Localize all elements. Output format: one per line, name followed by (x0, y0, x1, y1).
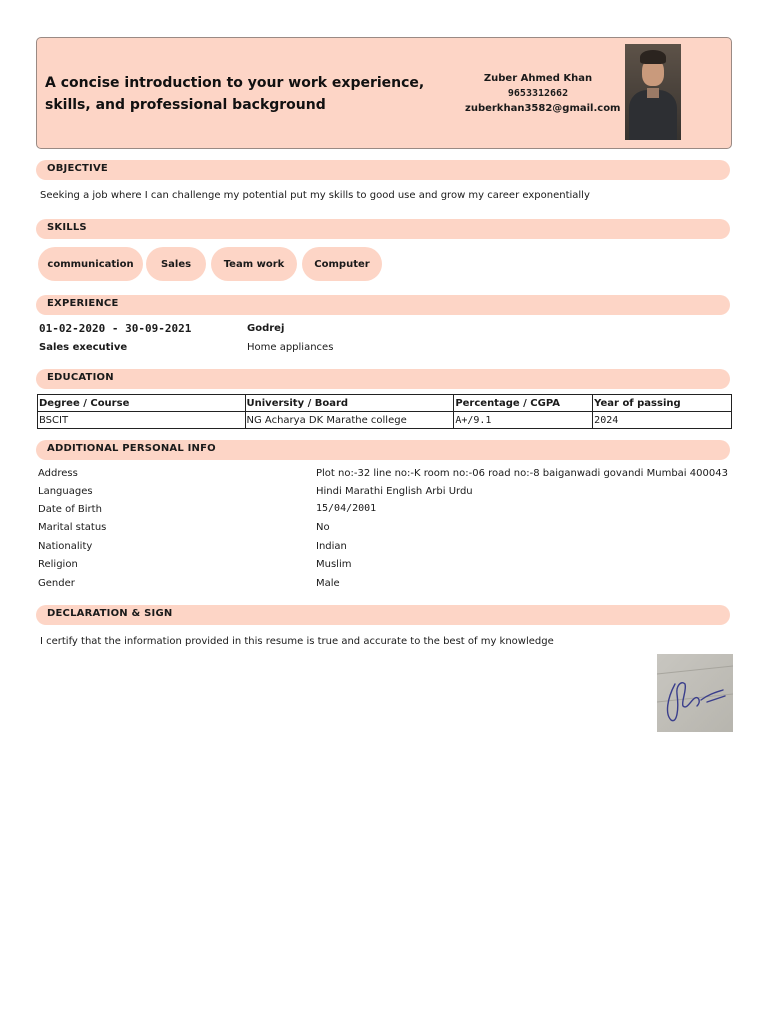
section-education (36, 369, 730, 389)
candidate-name: Zuber Ahmed Khan (483, 73, 593, 84)
skill-pill (211, 247, 297, 281)
profile-photo (625, 44, 681, 140)
skill-pill (146, 247, 206, 281)
section-heading: OBJECTIVE (47, 163, 108, 174)
skill-label: Team work (223, 258, 285, 270)
column-header: Percentage / CGPA (454, 395, 593, 412)
skill-label: communication (47, 258, 134, 270)
declaration-text: I certify that the information provided in this resume is true and accurate to the best of my knowledge (40, 636, 554, 647)
experience-department: Home appliances (247, 342, 334, 353)
experience-company: Godrej (247, 323, 285, 334)
section-personal-info (36, 440, 730, 460)
email-address[interactable]: zuberkhan3582@gmail.com (465, 103, 621, 114)
experience-role: Sales executive (39, 342, 128, 353)
section-declaration (36, 605, 730, 625)
experience-dates: 01-02-2020 - 30-09-2021 (39, 322, 192, 335)
info-value: 15/04/2001 (316, 503, 377, 514)
info-value: Plot no:-32 line no:-K room no:-06 road no:-8 baiganwadi govandi Mumbai 400043 (316, 468, 728, 479)
section-skills (36, 219, 730, 239)
info-label: Date of Birth (38, 504, 102, 515)
skill-pill (38, 247, 143, 281)
info-value: Male (316, 578, 340, 589)
table-header-row (38, 395, 732, 412)
info-value: Muslim (316, 559, 352, 570)
skill-pill (302, 247, 382, 281)
info-label: Gender (38, 578, 75, 589)
section-heading: DECLARATION & SIGN (47, 608, 173, 619)
info-label: Nationality (38, 541, 93, 552)
skill-label: Sales (160, 258, 192, 270)
info-value: Indian (316, 541, 347, 552)
section-heading: EXPERIENCE (47, 298, 119, 309)
table-row (38, 412, 732, 429)
table-cell: NG Acharya DK Marathe college (245, 412, 454, 429)
section-objective (36, 160, 730, 180)
objective-text: Seeking a job where I can challenge my potential put my skills to good use and grow my career exponentially (40, 190, 590, 201)
section-heading: EDUCATION (47, 372, 114, 383)
resume-headline: A concise introduction to your work experience, skills, and professional background (45, 75, 425, 113)
section-heading: SKILLS (47, 222, 87, 233)
signature-image (657, 654, 733, 732)
column-header: Degree / Course (38, 395, 246, 412)
education-table (37, 394, 732, 429)
section-experience (36, 295, 730, 315)
section-heading: ADDITIONAL PERSONAL INFO (47, 443, 216, 454)
signature-icon (657, 654, 733, 732)
info-value: No (316, 522, 330, 533)
info-label: Languages (38, 486, 93, 497)
info-value: Hindi Marathi English Arbi Urdu (316, 486, 473, 497)
skill-label: Computer (314, 258, 370, 270)
resume-header (36, 37, 732, 149)
info-label: Religion (38, 559, 78, 570)
table-cell: A+/9.1 (454, 412, 593, 429)
table-cell: BSCIT (38, 412, 246, 429)
contact-block (465, 71, 621, 116)
info-label: Address (38, 468, 78, 479)
phone-number: 9653312662 (507, 88, 569, 99)
info-label: Marital status (38, 522, 107, 533)
table-cell: 2024 (593, 412, 732, 429)
column-header: Year of passing (593, 395, 732, 412)
column-header: University / Board (245, 395, 454, 412)
